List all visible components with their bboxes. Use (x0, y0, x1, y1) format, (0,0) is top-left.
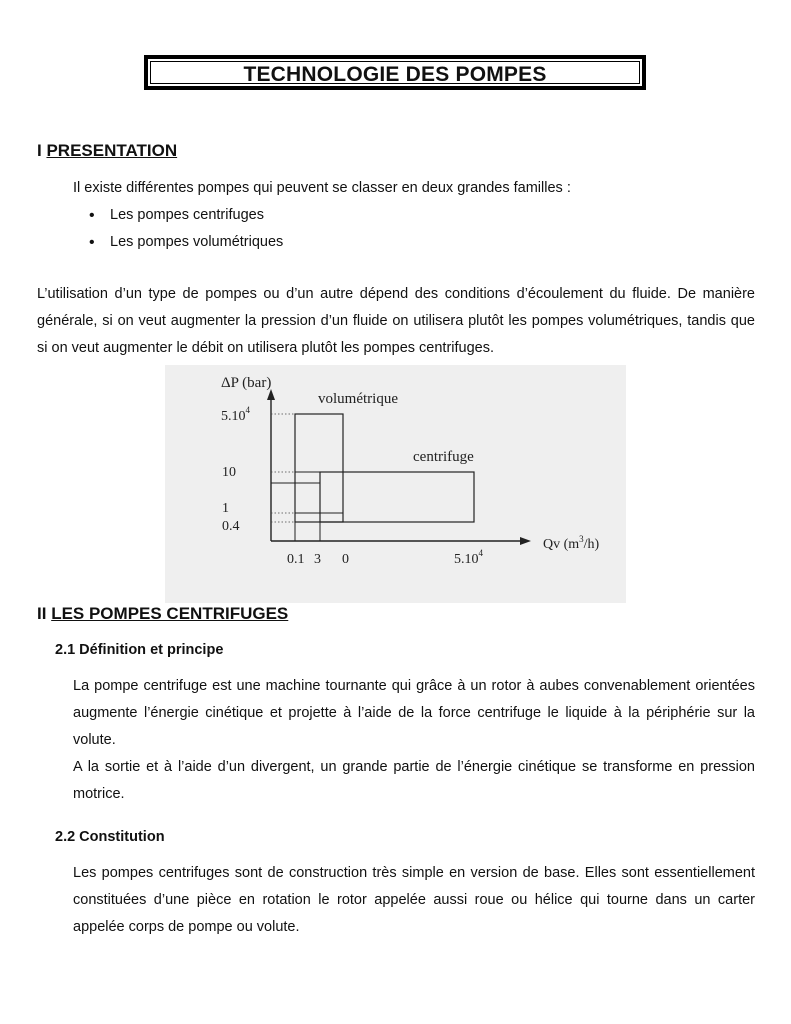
x-axis-label: Qv $(m^3/h)$ (543, 534, 600, 552)
series-label-centrifuge: centrifuge (413, 449, 474, 465)
series-label-volumetrique: volumétrique (318, 391, 398, 407)
subsection-2-1-heading: 2.1 Définition et principe (55, 642, 224, 658)
x-axis-arrow (520, 537, 531, 545)
subsection-2-1-para-1: La pompe centrifuge est une machine tournante qui grâce à un rotor à aubes convenablement orientées augmente l’énergie cinétique et projette à l’aide de la force centrifuge le liquide à la périphérie sur la volute. (73, 678, 755, 748)
list-item: • Les pompes centrifuges (89, 202, 283, 229)
section-2-heading (37, 604, 288, 624)
y-tick-label: 0.4 (222, 519, 240, 534)
y-axis-label: ΔP (bar) (221, 375, 272, 391)
subsection-2-2-heading: 2.2 Constitution (55, 829, 165, 845)
section-2-title: LES POMPES CENTRIFUGES (51, 604, 289, 623)
chart-svg (165, 365, 626, 603)
y-tick-label: 5.10$^4$ (221, 405, 250, 424)
section-2-number: II (37, 604, 47, 623)
section-1-paragraph: L’utilisation d’un type de pompes ou d’un autre dépend des conditions d’écoulement du fluide. De manière générale, si on veut augmenter la pression d’un fluide on utilisera plutôt les pompes volumétriques, tandis que si on veut augmenter le débit on utilisera plutôt les pompes centrifuges. (37, 286, 755, 356)
x-tick-label: 5.10$^4$ (454, 548, 483, 567)
section-1-intro: Il existe différentes pompes qui peuvent se classer en deux grandes familles : (73, 180, 571, 196)
section-1-heading (37, 141, 177, 161)
title-box (144, 55, 646, 90)
y-tick-label: 10 (222, 465, 236, 480)
section-1-number: I (37, 141, 42, 160)
pump-families-list (89, 202, 283, 256)
pump-domain-chart (165, 365, 626, 603)
x-tick-label: 0 (342, 552, 349, 567)
y-tick-label: 1 (222, 501, 229, 516)
bullet-icon: • (89, 207, 95, 224)
x-tick-label: 0.1 (287, 552, 305, 567)
section-1-title: PRESENTATION (46, 141, 178, 160)
subsection-2-2-para-1: Les pompes centrifuges sont de construction très simple en version de base. Elles sont essentiellement constituées d’une pièce en rotation le rotor appelée aussi roue ou hélice qui tourne dans un carter appelée corps de pompe ou volute. (73, 865, 755, 935)
subsection-2-1-para-2: A la sortie et à l’aide d’un divergent, un grande partie de l’énergie cinétique se transforme en pression motrice. (73, 759, 755, 802)
bullet-icon: • (89, 234, 95, 251)
volumetrique-region (295, 414, 343, 522)
document-title: TECHNOLOGIE DES POMPES (243, 63, 547, 86)
x-tick-label: 3 (314, 552, 321, 567)
list-item: • Les pompes volumétriques (89, 229, 283, 256)
